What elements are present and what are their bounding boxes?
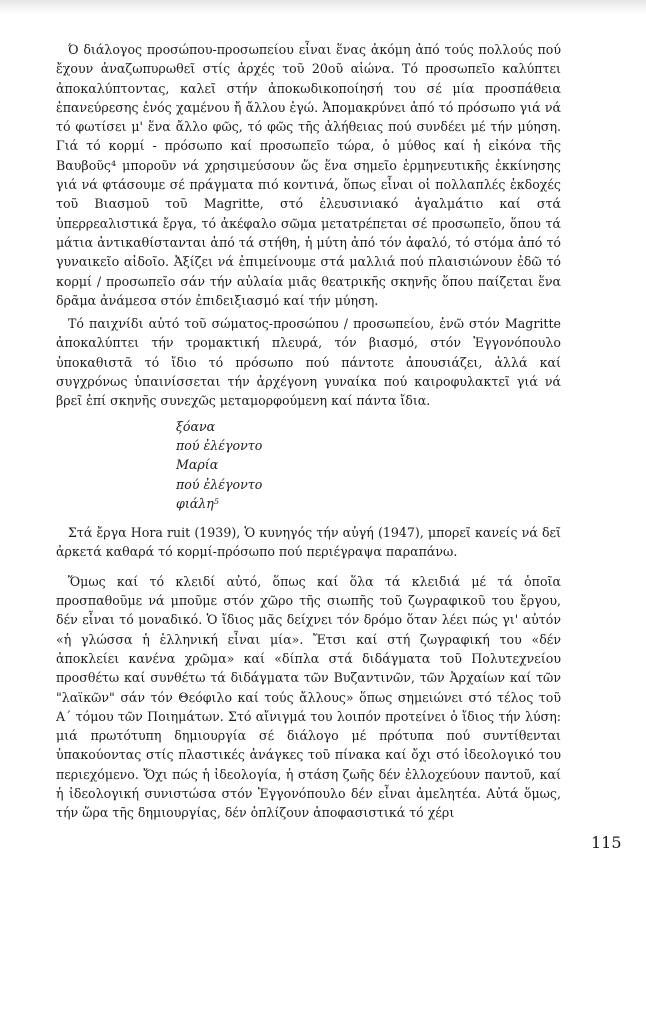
poem-excerpt <box>176 417 561 513</box>
paragraph-1: Ό διάλογος προσώπου-προσωπείου εἶναι ἕνας ἀκόμη ἀπό τούς πολλούς πού ἔχουν ἀναζωπυρωθεῖ στίς ἀρχές τοῦ 20οῦ αἰώνα. Τό προσωπεῖο καλύπτει ἀποκαλύπτοντας, καλεῖ στήν ἀποκωδικοποίησή του σέ μία προσπάθεια ἐπανεύρεσης ἑνός χαμένου ἤ ἄλλου ἐγώ. Ἀπομακρύνει ἀπό τό πρόσωπο γιά νά τό φωτίσει μ' ἕνα ἄλλο φῶς, τό φῶς τῆς ἀλήθειας πού συνδέει μέ τήν μύηση. Γιά τό κορμί - πρόσωπο καί προσωπεῖο τώρα, ὁ μύθος καί ἡ εἰκόνα τῆς Βαυβοῦς⁴ μποροῦν νά χρησιμεύσουν ὥς ἕνα σημεῖο ἑρμηνευτικῆς ἐκκίνησης γιά νά φτάσουμε σέ πράγματα πιό κοντινά, ὅπως εἶναι οἱ πολλαπλές ἐκδοχές τοῦ Βιασμοῦ τοῦ Magritte, στό ἐλευσινιακό ἀγαλμάτιο καί στά ὑπερρεαλιστικά ἔργα, τό ἀκέφαλο σῶμα μετατρέπεται σέ προσωπεῖο, ὅπου τά μάτια ἀντικαθίστανται ἀπό τά στήθη, ἡ μύτη ἀπό τόν ἀφαλό, τό στόμα ἀπό τό γυναικεῖο αἰδοῖο. Ἀξίζει νά ἐπιμείνουμε στά μαλλιά πού πλαισιώνουν ἐδῶ τό κορμί / προσωπεῖο σάν τήν αὐλαία μιᾶς θεατρικῆς σκηνῆς ὅπου παίζεται ἕνα δρᾶμα ἀνάμεσα στόν ἐπιδειξιασμό καί τήν μύηση. <box>56 42 561 308</box>
page-body <box>56 40 561 827</box>
poem-line: Μαρία <box>176 457 219 473</box>
poem-line: φιάλη⁵ <box>176 495 219 511</box>
previous-page-bleed <box>0 0 646 14</box>
paragraph-3: Στά ἔργα Hora ruit (1939), Ὁ κυνηγός τήν αὐγή (1947), μπορεῖ κανείς νά δεῖ ἀρκετά καθαρά τό κορμί-πρόσωπο πού περιέγραψα παραπάνω. <box>56 525 561 560</box>
paragraph-4: Ὅμως καί τό κλειδί αὐτό, ὅπως καί ὅλα τά κλειδιά μέ τά ὁποῖα προσπαθοῦμε νά μποῦμε στόν χῶρο τῆς σιωπῆς τοῦ ζωγραφικοῦ του ἔργου, δέν εἶναι τό μοναδικό. Ὁ ἴδιος μᾶς δείχνει τόν δρόμο ὅταν λέει πώς γι' αὐτόν «ἡ γλώσσα ἡ ἑλληνική εἶναι μία». Ἔτσι καί στή ζωγραφική του «δέν ἀποκλείει κανένα χρῶμα» καί «δίπλα στά διδάγματα τοῦ Πολυτεχνείου προσθέτω καί συνθέτω τά διδάγματα τῶν Βυζαντινῶν, τῶν Ἀρχαίων καί τῶν "λαϊκῶν" σάν τόν Θεόφιλο καί τούς ἄλλους» ὅπως σημειώνει στό τέλος τοῦ Α΄ τόμου τῶν Ποιημάτων. Στό αἴνιγμά του λοιπόν προτείνει ὁ ἴδιος τήν λύση: μιά πρωτότυπη δημιουργία σέ διάλογο μέ πρότυπα πού συντίθενται ὑπακούοντας στίς πλαστικές ἀνάγκες τοῦ πίνακα καί ὄχι στό ἰδεολογικό του περιεχόμενο. Ὄχι πώς ἡ ἰδεολογία, ἡ στάση ζωῆς δέν ἐλλοχεύουν παντοῦ, καί ἡ ἰδεολογική συνιστώσα στόν Ἐγγονόπουλο δέν εἶναι ἀμελητέα. Αὐτά ὅμως, τήν ὥρα τῆς δημιουργίας, δέν ὁπλίζουν ἀποφασιστικά τό χέρι <box>56 573 561 821</box>
paragraph-2: Τό παιχνίδι αὐτό τοῦ σώματος-προσώπου / προσωπείου, ἐνῶ στόν Magritte ἀποκαλύπτει τήν τρομακτική πλευρά, τόν βιασμό, στόν Ἐγγονόπουλο ὑποκαθιστᾶ τό ἴδιο τό πρόσωπο πού πάντοτε ἀπουσιάζει, ἀλλά καί συγχρόνως ὑπαινίσσεται τήν ἀρχέγονη γυναίκα πού καιροφυλακτεῖ γιά νά βρεῖ ἐπί σκηνῆς συνεχῶς μεταμορφούμενη καί πάντα ἴδια. <box>56 316 561 409</box>
poem-line: ξόανα <box>176 418 216 434</box>
poem-line: πού ἐλέγοντο <box>176 476 263 492</box>
page-number: 115 <box>591 833 622 852</box>
poem-line: πού ἐλέγοντο <box>176 437 263 453</box>
